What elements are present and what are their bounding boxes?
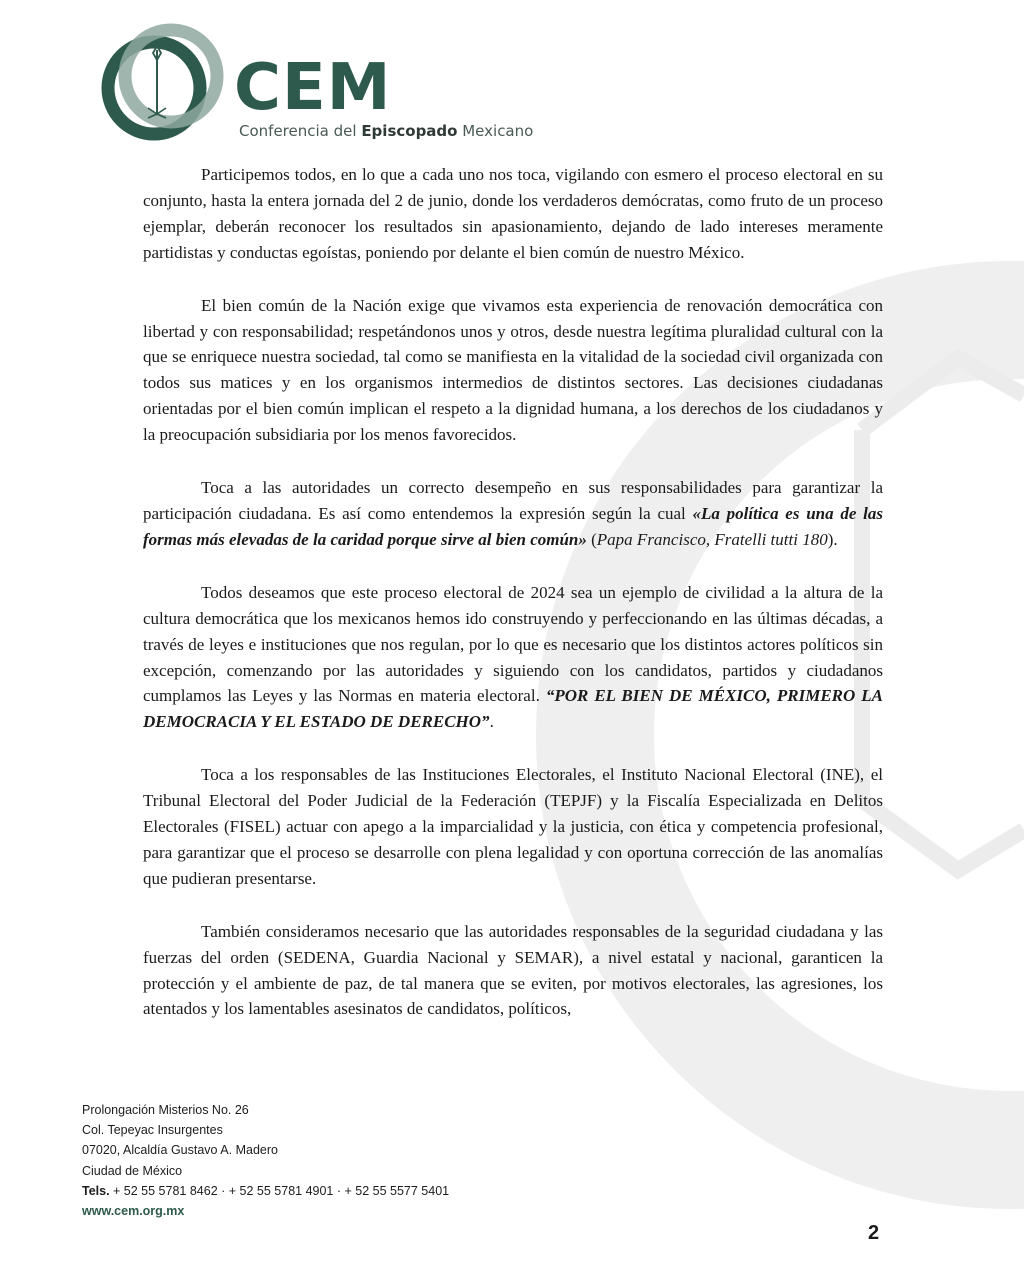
address-zip: 07020, Alcaldía Gustavo A. Madero	[82, 1143, 278, 1158]
letter-body	[143, 162, 883, 1022]
paragraph-5: Toca a los responsables de las Instituciones Electorales, el Instituto Nacional Electoral (INE), el Tribunal Electoral del Poder Judicial de la Federación (TEPJF) y la Fiscalía Especializada en Delitos Electorales (FISEL) actuar con apego a la imparcialidad y la justicia, con ética y competencia profesional, para garantizar que el proceso se desarrolle con plena legalidad y con oportuna corrección de las anomalías que pudieran presentarse.	[143, 765, 883, 888]
pope-quote: «La política es una de las formas más elevadas de la caridad porque sirve al bien común»	[143, 503, 883, 549]
paragraph-1: Participemos todos, en lo que a cada uno nos toca, vigilando con esmero el proceso electoral en su conjunto, hasta la entera jornada del 2 de junio, donde los verdaderos demócratas, como fruto de un proceso ejemplar, deberán reconocer los resultados sin apasionamiento, dejando de lado intereses meramente partidistas y conductas egoístas, poniendo por delante el bien común de nuestro México.	[143, 165, 883, 262]
paragraph-3: Toca a las autoridades un correcto desempeño en sus responsabilidades para garantizar la participación ciudadana. Es así como entendemos la expresión según la cual «La política es una de las formas más elevadas de la caridad porque sirve al bien común» (Papa Francisco, Fratelli tutti 180).	[143, 478, 883, 549]
address-city: Ciudad de México	[82, 1163, 183, 1178]
citation: Papa Francisco, Fratelli tutti 180	[596, 529, 828, 549]
motto: “POR EL BIEN DE MÉXICO, PRIMERO LA DEMOCRACIA Y EL ESTADO DE DERECHO”	[143, 686, 884, 732]
organization-name: Conferencia del Episcopado Mexicano	[239, 122, 534, 140]
cem-logo-icon	[96, 20, 226, 150]
paragraph-6: También consideramos necesario que las autoridades responsables de la seguridad ciudadana y las fuerzas del orden (SEDENA, Guardia Nacional y SEMAR), a nivel estatal y nacional, garanticen la protección y el ambiente de paz, de tal manera que se eviten, por motivos electorales, las agresiones, los atentados y los lamentables asesinatos de candidatos, políticos,	[143, 921, 883, 1019]
page-number: 2	[868, 1222, 880, 1244]
address-street: Prolongación Misterios No. 26	[82, 1103, 249, 1117]
logo-text: CEM	[234, 51, 392, 125]
address-colony: Col. Tepeyac Insurgentes	[82, 1123, 223, 1138]
website-link[interactable]: www.cem.org.mx	[82, 1204, 185, 1219]
footer-address	[82, 1100, 449, 1221]
paragraph-2: El bien común de la Nación exige que vivamos esta experiencia de renovación democrática con libertad y con responsabilidad; respetándonos unos y otros, desde nuestra legítima pluralidad cultural con la que se enriquece nuestra sociedad, tal como se manifiesta en la vitalidad de la sociedad civil organizada con todos sus matices y en los organismos intermedios de distintos sectores. Las decisiones ciudadanas orientadas por el bien común implican el respeto a la dignidad humana, a los derechos de los ciudadanos y la preocupación subsidiaria por los menos favorecidos.	[143, 295, 883, 445]
letterhead	[96, 20, 596, 150]
paragraph-4: Todos deseamos que este proceso electoral de 2024 sea un ejemplo de civilidad a la altura de la cultura democrática que los mexicanos hemos ido construyendo y perfeccionando en las últimas décadas, a través de leyes e instituciones que nos regulan, por lo que es necesario que los distintos actores políticos sin excepción, comenzando por las autoridades y siguiendo con los candidatos, partidos y ciudadanos cumplamos las Leyes y las Normas en materia electoral. “POR EL BIEN DE MÉXICO, PRIMERO LA DEMOCRACIA Y EL ESTADO DE DERECHO”.	[143, 582, 884, 732]
phone-numbers: Tels. + 52 55 5781 8462 · + 52 55 5781 4901 · + 52 55 5577 5401	[82, 1183, 450, 1198]
